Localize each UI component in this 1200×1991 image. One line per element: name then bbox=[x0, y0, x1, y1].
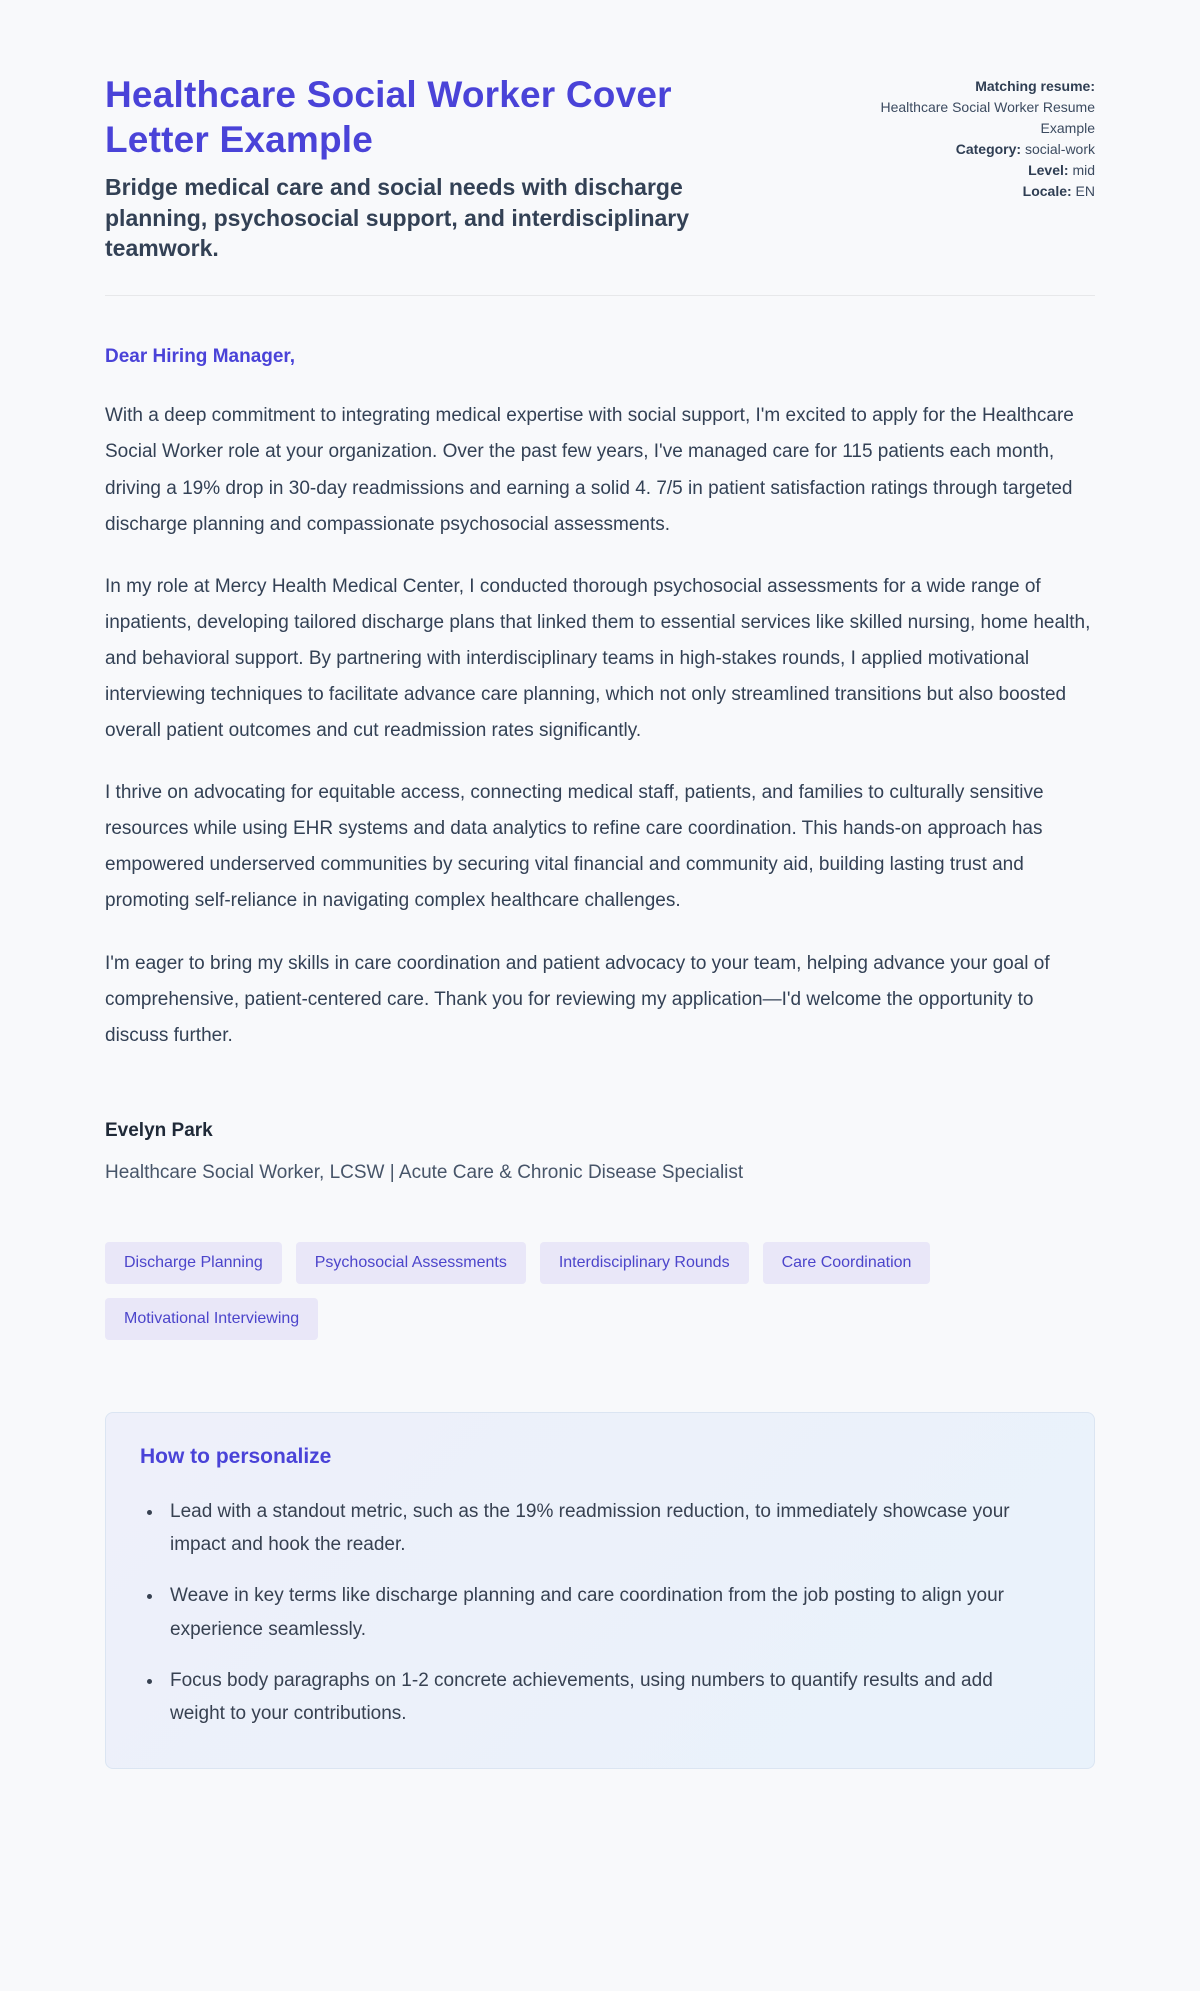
meta-category bbox=[850, 139, 1095, 159]
signature-title: Healthcare Social Worker, LCSW | Acute Care & Chronic Disease Specialist bbox=[105, 1161, 744, 1183]
meta-panel bbox=[850, 72, 1095, 203]
meta-locale-value: EN bbox=[1075, 183, 1095, 200]
meta-matching-resume-label-text: Matching resume: bbox=[975, 78, 1095, 94]
skill-tags bbox=[105, 1242, 1095, 1340]
personalize-tip: • Lead with a standout metric, such as the 19% readmission reduction, to immediately showcase your impact and hook the reader. bbox=[164, 1495, 1044, 1562]
meta-matching-resume-value: Healthcare Social Worker Resume Example bbox=[880, 99, 1095, 136]
personalize-tip: • Weave in key terms like discharge planning and care coordination from the job posting to align your experience seamlessly. bbox=[164, 1579, 1044, 1646]
header-divider bbox=[105, 295, 1095, 296]
meta-category-value: social-work bbox=[1024, 140, 1095, 157]
how-to-personalize-box bbox=[105, 1412, 1095, 1770]
skill-tag: Motivational Interviewing bbox=[105, 1298, 318, 1340]
signature-name: Evelyn Park bbox=[105, 1119, 213, 1141]
meta-category-label: Category: bbox=[955, 140, 1022, 157]
header-title-block bbox=[105, 72, 785, 263]
letter-paragraph: I'm eager to bring my skills in care coordination and patient advocacy to your team, helping advance your goal of comprehensive, patient-centered care. Thank you for reviewing my application—I'd welcome the opportunity to discuss further. bbox=[105, 952, 1050, 1046]
meta-level-value: mid bbox=[1072, 162, 1095, 179]
meta-level bbox=[850, 160, 1095, 180]
letter-paragraph: With a deep commitment to integrating medical expertise with social support, I'm excited to apply for the Healthcare Social Worker role at your organization. Over the past few years, I've managed care for 115 patients each month, driving a 19% drop in 30-day readmissions and earning a solid 4. 7/5 in patient satisfaction ratings through targeted discharge planning and compassionate psychosocial assessments. bbox=[105, 405, 1074, 535]
meta-locale bbox=[850, 181, 1095, 201]
letter-paragraph: In my role at Mercy Health Medical Center, I conducted thorough psychosocial assessments for a wide range of inpatients, developing tailored discharge plans that linked them to essential services like skilled nursing, home health, and behavioral support. By partnering with interdisciplinary teams in high-stakes rounds, I applied motivational interviewing techniques to facilitate advance care planning, which not only streamlined transitions but also boosted overall patient outcomes and cut readmission rates significantly. bbox=[105, 575, 1091, 742]
meta-matching-resume-label bbox=[850, 76, 1095, 96]
how-to-personalize-heading: How to personalize bbox=[140, 1444, 332, 1468]
page-title: Healthcare Social Worker Cover Letter Example bbox=[105, 74, 672, 161]
skill-tag: Interdisciplinary Rounds bbox=[540, 1242, 749, 1284]
meta-locale-label: Locale: bbox=[1022, 183, 1072, 200]
skill-tag: Care Coordination bbox=[763, 1242, 931, 1284]
letter-paragraph: I thrive on advocating for equitable access, connecting medical staff, patients, and families to culturally sensitive resources while using EHR systems and data analytics to refine care coordination. This hands-on approach has empowered underserved communities by securing vital financial and community aid, building lasting trust and promoting self-reliance in navigating complex healthcare challenges. bbox=[105, 782, 1044, 912]
meta-level-label: Level: bbox=[1028, 162, 1069, 179]
skill-tag: Psychosocial Assessments bbox=[296, 1242, 526, 1284]
skill-tag: Discharge Planning bbox=[105, 1242, 282, 1284]
page-subtitle: Bridge medical care and social needs with discharge planning, psychosocial support, and interdisciplinary teamwork. bbox=[105, 174, 690, 261]
personalize-tip-list bbox=[140, 1495, 1060, 1731]
salutation: Dear Hiring Manager, bbox=[105, 346, 296, 368]
header bbox=[105, 72, 1095, 263]
personalize-tip: • Focus body paragraphs on 1-2 concrete achievements, using numbers to quantify results and add weight to your contributions. bbox=[164, 1664, 1044, 1731]
cover-letter-body bbox=[105, 346, 1095, 1184]
